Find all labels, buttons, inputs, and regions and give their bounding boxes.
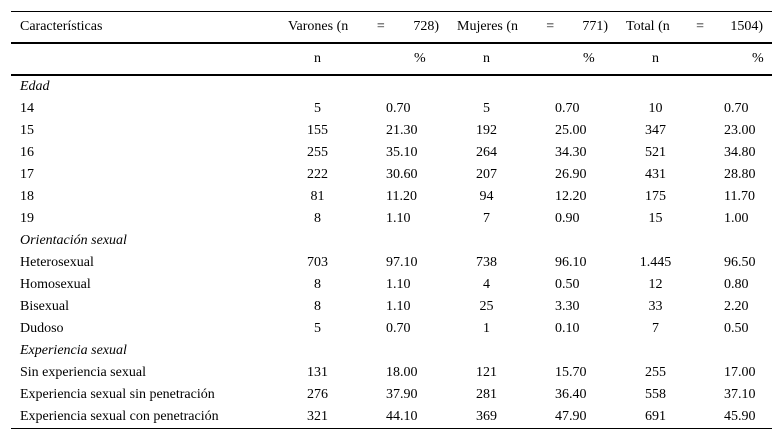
table-row	[11, 384, 772, 406]
row-label: 14	[20, 101, 34, 116]
cell-percent: 34.30	[555, 145, 587, 160]
cell-count: 558	[645, 387, 666, 402]
cell-count: 25	[479, 299, 494, 314]
cell-percent: 0.10	[555, 321, 580, 336]
cell-percent: 0.70	[724, 101, 749, 116]
cell-percent: 11.20	[386, 189, 417, 204]
cell-percent: 1.10	[386, 299, 411, 314]
cell-count: 5	[314, 321, 321, 336]
cell-percent: 47.90	[525, 406, 617, 429]
cell-count: 703	[307, 255, 328, 270]
cell-percent: 30.60	[386, 167, 418, 182]
empty-cell	[279, 340, 356, 362]
section-row	[11, 230, 772, 252]
cell-percent: 18.00	[386, 365, 418, 380]
empty-cell	[279, 230, 356, 252]
group-count: 771)	[582, 19, 608, 34]
table-row	[11, 296, 772, 318]
row-label: 17	[20, 167, 34, 182]
cell-count: 1.445	[639, 255, 672, 270]
cell-percent: 25.00	[555, 123, 587, 138]
cell-count: 521	[645, 145, 666, 160]
cell-percent: 17.00	[724, 365, 756, 380]
cell-count: 321	[279, 406, 356, 429]
group-count: 728)	[413, 19, 439, 34]
cell-count: 12	[648, 277, 663, 292]
cell-count: 121	[476, 365, 497, 380]
table-row	[11, 208, 772, 230]
cell-percent: 0.80	[724, 277, 749, 292]
subheader-pct: %	[694, 43, 772, 75]
row-label: 19	[20, 211, 34, 226]
empty-cell	[525, 230, 617, 252]
cell-percent: 21.30	[386, 123, 418, 138]
cell-percent: 37.90	[386, 387, 418, 402]
cell-count: 207	[476, 167, 497, 182]
cell-percent: 2.20	[724, 299, 749, 314]
cell-count: 81	[310, 189, 325, 204]
header-row-groups	[11, 12, 772, 44]
section-title: Edad	[20, 79, 50, 94]
cell-percent: 23.00	[724, 123, 756, 138]
cell-percent: 0.70	[386, 101, 411, 116]
subheader-pct: %	[525, 43, 617, 75]
header-empty-cell	[11, 43, 279, 75]
row-label: Homosexual	[20, 277, 91, 292]
cell-count: 94	[479, 189, 494, 204]
group-label: Varones (n	[288, 19, 349, 34]
section-title: Experiencia sexual	[20, 343, 127, 358]
table-row	[11, 120, 772, 142]
cell-count: 431	[645, 167, 666, 182]
row-label: Dudoso	[20, 321, 64, 336]
cell-percent: 1.10	[386, 277, 411, 292]
empty-cell	[448, 230, 525, 252]
table-row	[11, 164, 772, 186]
cell-count: 347	[645, 123, 666, 138]
row-label: Sin experiencia sexual	[20, 365, 146, 380]
cell-percent: 44.10	[356, 406, 448, 429]
cell-count: 4	[483, 277, 490, 292]
cell-percent: 1.00	[724, 211, 749, 226]
section-title: Orientación sexual	[20, 233, 127, 248]
cell-count: 7	[652, 321, 659, 336]
empty-cell	[617, 75, 694, 98]
cell-percent: 45.90	[694, 406, 772, 429]
header-group-total	[617, 12, 772, 44]
cell-count: 264	[476, 145, 497, 160]
cell-percent: 96.50	[724, 255, 756, 270]
cell-percent: 26.90	[555, 167, 587, 182]
row-label: 18	[20, 189, 34, 204]
header-characteristics: Características	[11, 12, 279, 44]
cell-count: 192	[476, 123, 497, 138]
cell-percent: 3.30	[555, 299, 580, 314]
header-row-subcolumns	[11, 43, 772, 75]
header-group-varones	[279, 12, 448, 44]
cell-count: 738	[476, 255, 497, 270]
cell-count: 155	[307, 123, 328, 138]
cell-percent: 36.40	[555, 387, 587, 402]
cell-percent: 0.90	[555, 211, 580, 226]
cell-count: 255	[645, 365, 666, 380]
cell-count: 1	[483, 321, 490, 336]
cell-count: 15	[648, 211, 663, 226]
row-label: 15	[20, 123, 34, 138]
empty-cell	[617, 230, 694, 252]
cell-percent: 37.10	[724, 387, 756, 402]
cell-percent: 15.70	[555, 365, 587, 380]
empty-cell	[356, 75, 448, 98]
group-eq: =	[546, 19, 555, 34]
table-row	[11, 318, 772, 340]
subheader-n: n	[448, 43, 525, 75]
section-row	[11, 75, 772, 98]
table-row	[11, 362, 772, 384]
subheader-n: n	[617, 43, 694, 75]
empty-cell	[356, 340, 448, 362]
empty-cell	[525, 340, 617, 362]
cell-count: 5	[483, 101, 490, 116]
group-eq: =	[376, 19, 385, 34]
cell-percent: 12.20	[555, 189, 587, 204]
header-group-mujeres	[448, 12, 617, 44]
subheader-n: n	[279, 43, 356, 75]
cell-percent: 34.80	[724, 145, 756, 160]
row-label: Heterosexual	[20, 255, 94, 270]
table-row	[11, 186, 772, 208]
table-body	[11, 75, 772, 429]
table-row	[11, 406, 772, 429]
cell-count: 281	[476, 387, 497, 402]
cell-count: 5	[314, 101, 321, 116]
cell-percent: 1.10	[386, 211, 411, 226]
empty-cell	[694, 340, 772, 362]
empty-cell	[617, 340, 694, 362]
cell-percent: 11.70	[724, 189, 755, 204]
table-row	[11, 252, 772, 274]
group-count: 1504)	[730, 19, 763, 34]
empty-cell	[356, 230, 448, 252]
cell-percent: 35.10	[386, 145, 418, 160]
section-row	[11, 340, 772, 362]
empty-cell	[694, 75, 772, 98]
characteristics-table	[11, 11, 772, 429]
row-label: Bisexual	[20, 299, 69, 314]
row-label: Experiencia sexual con penetración	[11, 406, 279, 429]
cell-percent: 96.10	[555, 255, 587, 270]
empty-cell	[525, 75, 617, 98]
cell-count: 10	[648, 101, 663, 116]
row-label: Experiencia sexual sin penetración	[20, 387, 215, 402]
table-row	[11, 98, 772, 120]
empty-cell	[448, 75, 525, 98]
row-label: 16	[20, 145, 34, 160]
empty-cell	[448, 340, 525, 362]
cell-percent: 0.50	[555, 277, 580, 292]
cell-count: 276	[307, 387, 328, 402]
data-table-container	[11, 11, 772, 429]
table-row	[11, 142, 772, 164]
cell-count: 131	[307, 365, 328, 380]
empty-cell	[694, 230, 772, 252]
cell-count: 8	[314, 277, 321, 292]
cell-count: 33	[648, 299, 663, 314]
cell-count: 8	[314, 299, 321, 314]
cell-count: 222	[307, 167, 328, 182]
cell-count: 7	[483, 211, 490, 226]
cell-count: 255	[307, 145, 328, 160]
cell-percent: 0.70	[386, 321, 411, 336]
cell-count: 369	[448, 406, 525, 429]
cell-percent: 0.50	[724, 321, 749, 336]
cell-count: 691	[617, 406, 694, 429]
cell-count: 175	[645, 189, 666, 204]
empty-cell	[279, 75, 356, 98]
subheader-pct: %	[356, 43, 448, 75]
group-label: Mujeres (n	[457, 19, 519, 34]
cell-percent: 97.10	[386, 255, 418, 270]
cell-percent: 28.80	[724, 167, 756, 182]
cell-count: 8	[314, 211, 321, 226]
cell-percent: 0.70	[555, 101, 580, 116]
table-row	[11, 274, 772, 296]
group-eq: =	[696, 19, 704, 34]
group-label: Total (n	[626, 19, 670, 34]
